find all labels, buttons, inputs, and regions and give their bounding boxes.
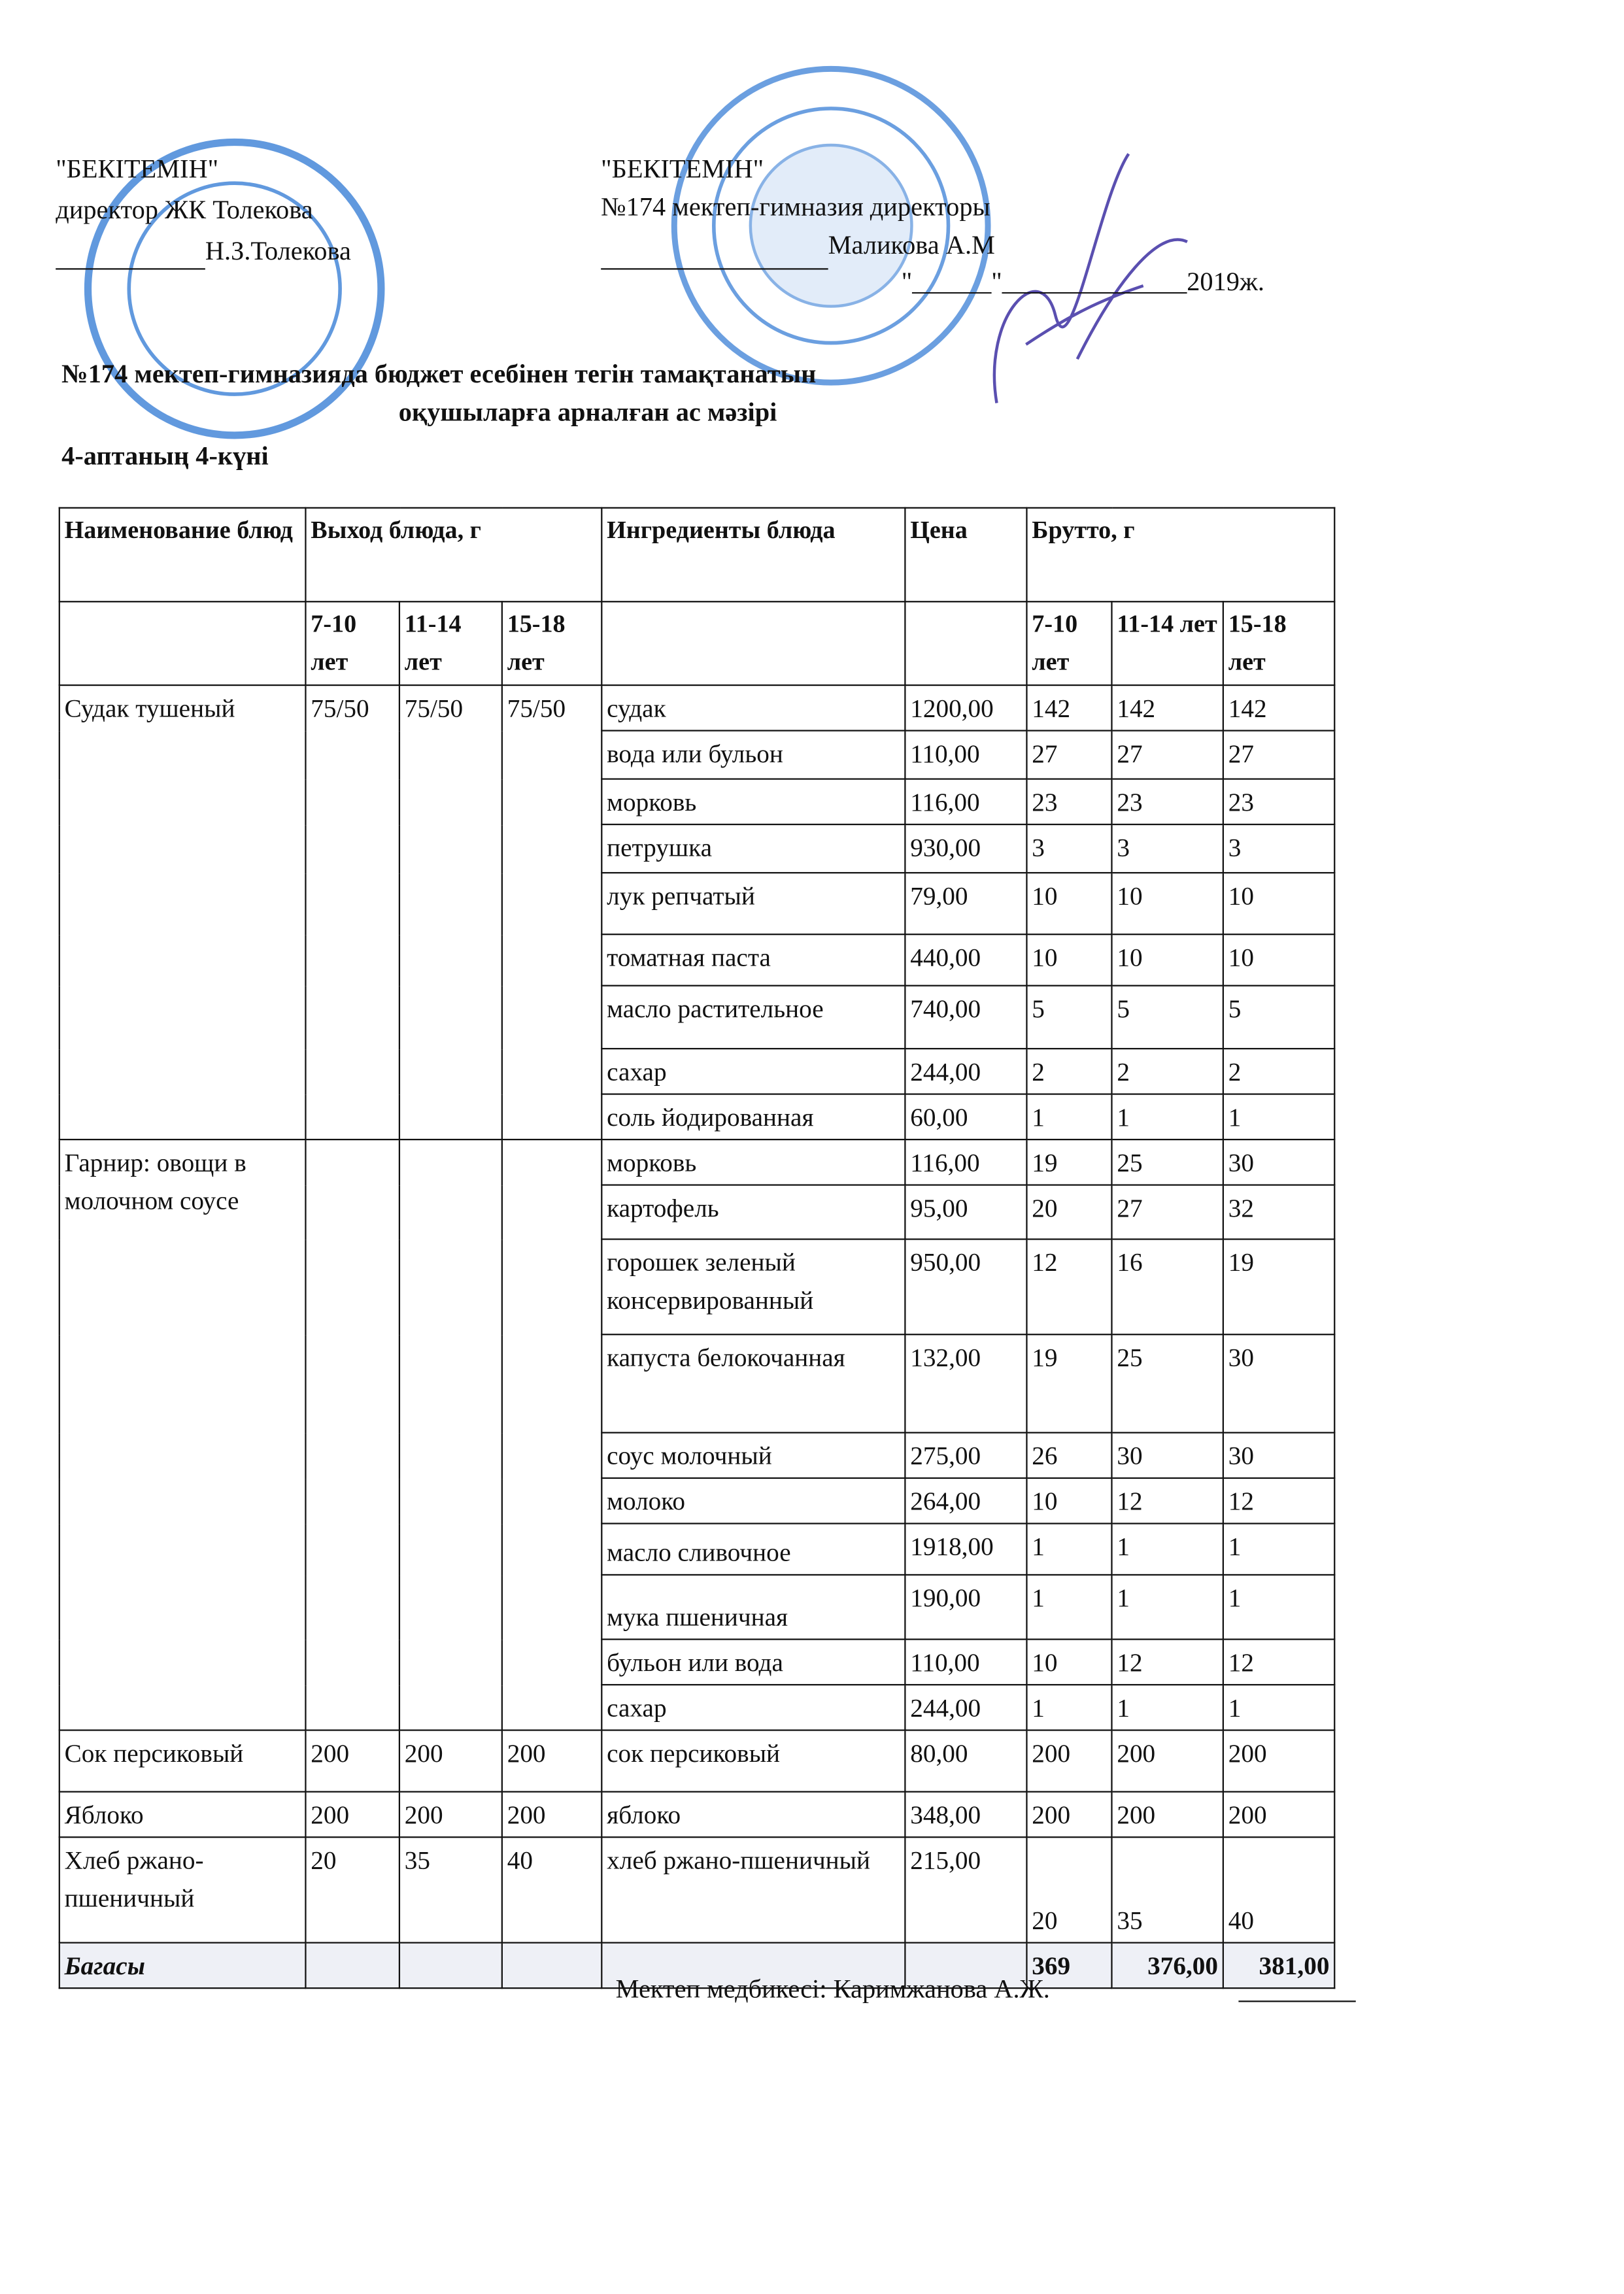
ingredient-price: 215,00 — [905, 1837, 1026, 1942]
empty-cell — [502, 1943, 601, 1988]
ingredient-brutto: 10 — [1026, 1640, 1111, 1685]
dish-name: Судак тушеный — [59, 685, 306, 1139]
signature-line-left — [56, 268, 205, 269]
ingredient-brutto: 142 — [1223, 685, 1334, 730]
empty-cell — [905, 601, 1026, 685]
ingredient-brutto: 27 — [1111, 1185, 1223, 1240]
ingredient-price: 132,00 — [905, 1334, 1026, 1432]
ingredient-row — [59, 1837, 1334, 1942]
ingredient-brutto: 5 — [1111, 986, 1223, 1049]
age-group-output: 7-10 лет — [305, 601, 399, 685]
ingredient-price: 80,00 — [905, 1730, 1026, 1792]
signature-line-right — [601, 268, 828, 269]
ingredient-name: лук репчатый — [601, 873, 905, 934]
document-title-line2: оқушыларға арналған ас мәзірі — [398, 397, 777, 427]
age-group-output: 15-18 лет — [502, 601, 601, 685]
dish-output: 40 — [502, 1837, 601, 1942]
ingredient-brutto: 1 — [1223, 1575, 1334, 1640]
ingredient-brutto: 200 — [1111, 1792, 1223, 1837]
ingredient-brutto: 1 — [1026, 1094, 1111, 1139]
ingredient-row — [59, 1792, 1334, 1837]
dish-output: 75/50 — [502, 685, 601, 1139]
ingredient-name: соус молочный — [601, 1432, 905, 1477]
ingredient-price: 264,00 — [905, 1478, 1026, 1523]
ingredient-brutto: 1 — [1111, 1094, 1223, 1139]
ingredient-price: 440,00 — [905, 934, 1026, 985]
ingredient-brutto: 1 — [1026, 1523, 1111, 1574]
ingredient-brutto: 142 — [1026, 685, 1111, 730]
ingredient-brutto: 25 — [1111, 1334, 1223, 1432]
ingredient-brutto: 27 — [1223, 731, 1334, 779]
ingredient-brutto: 10 — [1223, 934, 1334, 985]
ingredient-brutto: 2 — [1026, 1049, 1111, 1094]
ingredient-brutto: 1 — [1223, 1523, 1334, 1574]
ingredient-brutto: 1 — [1026, 1575, 1111, 1640]
dish-name: Сок персиковый — [59, 1730, 306, 1792]
ingredient-brutto: 12 — [1111, 1478, 1223, 1523]
approval-right-line1: №174 мектеп-гимназия директоры — [601, 192, 990, 222]
total-value: 376,00 — [1111, 1943, 1223, 1988]
ingredient-brutto: 19 — [1223, 1240, 1334, 1335]
dish-output: 20 — [305, 1837, 399, 1942]
ingredient-row — [59, 1139, 1334, 1185]
ingredient-name: сахар — [601, 1049, 905, 1094]
ingredient-brutto: 2 — [1111, 1049, 1223, 1094]
ingredient-name: сок персиковый — [601, 1730, 905, 1792]
ingredient-name: хлеб ржано-пшеничный — [601, 1837, 905, 1942]
ingredient-name: судак — [601, 685, 905, 730]
dish-output — [502, 1139, 601, 1730]
ingredient-name: картофель — [601, 1185, 905, 1240]
ingredient-price: 740,00 — [905, 986, 1026, 1049]
ingredient-brutto: 16 — [1111, 1240, 1223, 1335]
ingredient-row — [59, 685, 1334, 730]
ingredient-brutto: 142 — [1111, 685, 1223, 730]
approval-right-line2: Маликова А.М — [828, 229, 995, 260]
ingredient-brutto: 30 — [1223, 1432, 1334, 1477]
ingredient-price: 950,00 — [905, 1240, 1026, 1335]
empty-cell — [399, 1943, 502, 1988]
ingredient-brutto: 20 — [1026, 1185, 1111, 1240]
ingredient-name: яблоко — [601, 1792, 905, 1837]
approval-date: "______"______________2019ж. — [901, 267, 1264, 296]
ingredient-brutto: 5 — [1026, 986, 1111, 1049]
document-title-line1: №174 мектеп-гимназияда бюджет есебінен тегін тамақтанатын — [61, 359, 817, 389]
dish-output: 75/50 — [399, 685, 502, 1139]
age-group-brutto: 11-14 лет — [1111, 601, 1223, 685]
ingredient-brutto: 3 — [1026, 824, 1111, 873]
ingredient-brutto: 10 — [1026, 873, 1111, 934]
ingredient-brutto: 27 — [1111, 731, 1223, 779]
ingredient-brutto: 10 — [1111, 873, 1223, 934]
ingredient-name: томатная паста — [601, 934, 905, 985]
ingredient-price: 116,00 — [905, 779, 1026, 824]
ingredient-brutto: 35 — [1111, 1837, 1223, 1942]
approval-left-heading: "БЕКІТЕМІН" — [56, 154, 219, 184]
age-group-brutto: 15-18 лет — [1223, 601, 1334, 685]
dish-output: 200 — [305, 1792, 399, 1837]
ingredient-price: 190,00 — [905, 1575, 1026, 1640]
ingredient-name: морковь — [601, 1139, 905, 1185]
ingredient-price: 1200,00 — [905, 685, 1026, 730]
ingredient-name: бульон или вода — [601, 1640, 905, 1685]
ingredient-brutto: 200 — [1026, 1792, 1111, 1837]
ingredient-brutto: 1 — [1111, 1523, 1223, 1574]
ingredient-brutto: 3 — [1223, 824, 1334, 873]
dish-output: 200 — [502, 1730, 601, 1792]
ingredient-brutto: 40 — [1223, 1837, 1334, 1942]
ingredient-brutto: 200 — [1111, 1730, 1223, 1792]
ingredient-price: 60,00 — [905, 1094, 1026, 1139]
ingredient-price: 275,00 — [905, 1432, 1026, 1477]
dish-name: Гарнир: овощи в молочном соусе — [59, 1139, 306, 1730]
ingredient-brutto: 19 — [1026, 1139, 1111, 1185]
total-value: 381,00 — [1223, 1943, 1334, 1988]
menu-table — [59, 507, 1336, 1989]
ingredient-price: 1918,00 — [905, 1523, 1026, 1574]
ingredient-brutto: 10 — [1111, 934, 1223, 985]
ingredient-brutto: 23 — [1026, 779, 1111, 824]
age-group-brutto: 7-10 лет — [1026, 601, 1111, 685]
ingredient-price: 348,00 — [905, 1792, 1026, 1837]
approval-left-line2: Н.З.Толекова — [205, 235, 351, 265]
ingredient-brutto: 20 — [1026, 1837, 1111, 1942]
header-row — [59, 508, 1334, 601]
ingredient-brutto: 5 — [1223, 986, 1334, 1049]
approval-right-heading: "БЕКІТЕМІН" — [601, 154, 764, 184]
ingredient-brutto: 1 — [1111, 1575, 1223, 1640]
total-label: Багасы — [59, 1943, 306, 1988]
ingredient-brutto: 2 — [1223, 1049, 1334, 1094]
ingredient-name: масло сливочное — [601, 1523, 905, 1574]
ingredient-name: морковь — [601, 779, 905, 824]
ingredient-brutto: 27 — [1026, 731, 1111, 779]
ingredient-brutto: 23 — [1111, 779, 1223, 824]
ingredient-brutto: 30 — [1111, 1432, 1223, 1477]
ingredient-price: 116,00 — [905, 1139, 1026, 1185]
ingredient-brutto: 23 — [1223, 779, 1334, 824]
dish-name: Хлеб ржано-пшеничный — [59, 1837, 306, 1942]
ingredient-price: 95,00 — [905, 1185, 1026, 1240]
ingredient-brutto: 19 — [1026, 1334, 1111, 1432]
ingredient-brutto: 12 — [1223, 1478, 1334, 1523]
ingredient-brutto: 10 — [1223, 873, 1334, 934]
dish-output — [305, 1139, 399, 1730]
ingredient-name: масло растительное — [601, 986, 905, 1049]
header-price: Цена — [905, 508, 1026, 601]
ingredient-brutto: 12 — [1223, 1640, 1334, 1685]
dish-output — [399, 1139, 502, 1730]
empty-cell — [305, 1943, 399, 1988]
ingredient-name: петрушка — [601, 824, 905, 873]
ingredient-brutto: 25 — [1111, 1139, 1223, 1185]
ingredient-brutto: 10 — [1026, 934, 1111, 985]
approval-left-line1: директор ЖК Толекова — [56, 195, 313, 225]
ingredient-brutto: 12 — [1111, 1640, 1223, 1685]
nurse-signature-label: Мектеп медбикесі: Каримжанова А.Ж. — [615, 1974, 1050, 2004]
ingredient-price: 110,00 — [905, 731, 1026, 779]
ingredient-brutto: 3 — [1111, 824, 1223, 873]
ingredient-brutto: 10 — [1026, 1478, 1111, 1523]
ingredient-brutto: 30 — [1223, 1139, 1334, 1185]
ingredient-name: капуста белокочанная — [601, 1334, 905, 1432]
header-dish-name: Наименование блюд — [59, 508, 306, 601]
ingredient-name: сахар — [601, 1685, 905, 1730]
dish-output: 200 — [399, 1730, 502, 1792]
nurse-signature-line — [1238, 2000, 1355, 2002]
day-label: 4-аптаның 4-күні — [61, 441, 269, 471]
ingredient-brutto: 1 — [1111, 1685, 1223, 1730]
ingredient-price: 110,00 — [905, 1640, 1026, 1685]
header-brutto: Брутто, г — [1026, 508, 1334, 601]
header-ingredients: Ингредиенты блюда — [601, 508, 905, 601]
total-value: 369 — [1026, 1943, 1111, 1988]
ingredient-brutto: 200 — [1223, 1792, 1334, 1837]
dish-output: 200 — [305, 1730, 399, 1792]
ingredient-brutto: 26 — [1026, 1432, 1111, 1477]
ingredient-price: 244,00 — [905, 1685, 1026, 1730]
ingredient-brutto: 12 — [1026, 1240, 1111, 1335]
ingredient-price: 244,00 — [905, 1049, 1026, 1094]
ingredient-name: вода или бульон — [601, 731, 905, 779]
dish-output: 200 — [502, 1792, 601, 1837]
header-output: Выход блюда, г — [305, 508, 601, 601]
ingredient-brutto: 30 — [1223, 1334, 1334, 1432]
dish-name: Яблоко — [59, 1792, 306, 1837]
ingredient-name: мука пшеничная — [601, 1575, 905, 1640]
ingredient-brutto: 200 — [1026, 1730, 1111, 1792]
ingredient-brutto: 1 — [1026, 1685, 1111, 1730]
dish-output: 200 — [399, 1792, 502, 1837]
ingredient-name: молоко — [601, 1478, 905, 1523]
ingredient-brutto: 200 — [1223, 1730, 1334, 1792]
age-header-row — [59, 601, 1334, 685]
ingredient-brutto: 1 — [1223, 1094, 1334, 1139]
ingredient-brutto: 1 — [1223, 1685, 1334, 1730]
dish-output: 75/50 — [305, 685, 399, 1139]
empty-cell — [59, 601, 306, 685]
age-group-output: 11-14 лет — [399, 601, 502, 685]
dish-output: 35 — [399, 1837, 502, 1942]
ingredient-brutto: 32 — [1223, 1185, 1334, 1240]
ingredient-name: соль йодированная — [601, 1094, 905, 1139]
empty-cell — [601, 601, 905, 685]
ingredient-price: 930,00 — [905, 824, 1026, 873]
ingredient-row — [59, 1730, 1334, 1792]
ingredient-name: горошек зеленый консервированный — [601, 1240, 905, 1335]
ingredient-price: 79,00 — [905, 873, 1026, 934]
